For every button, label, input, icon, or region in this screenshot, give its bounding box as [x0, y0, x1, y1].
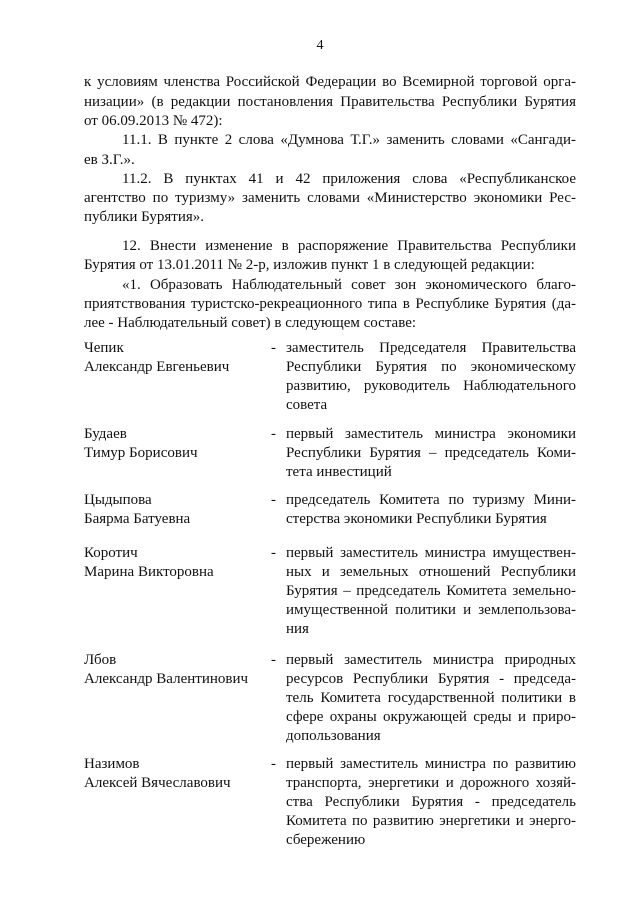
member-surname: Чепик — [84, 340, 124, 356]
member-role-line: тель Комитета государственной политики в — [286, 690, 576, 706]
member-role-line: первый заместитель министра экономики — [286, 426, 576, 442]
member-given-name: Баярма Батуевна — [84, 511, 191, 527]
item-12-line-1: 12. Внести изменение в распоряжение Правительства Республики — [122, 238, 576, 254]
member-surname: Лбов — [84, 652, 117, 668]
member-role-line: сбережению — [286, 832, 366, 848]
member-role-line: Республики Бурятия – председатель Коми- — [286, 445, 576, 461]
member-role-line: председатель Комитета по туризму Мини- — [286, 492, 576, 508]
item-11-1-line-2: ев З.Г.». — [84, 152, 135, 168]
member-role-line: имущественной политики и землепользова- — [286, 602, 576, 618]
member-surname: Коротич — [84, 545, 138, 561]
member-surname: Будаев — [84, 426, 127, 442]
item-12-line-5: лее - Наблюдательный совет) в следующем составе: — [84, 315, 417, 331]
page-number: 4 — [316, 38, 324, 53]
member-role-line: тета инвестиций — [286, 464, 392, 480]
item-11-2-line-2: агентство по туризму» заменить словами «Министерство экономики Рес- — [84, 190, 576, 206]
intro-line-1: к условиям членства Российской Федерации во Всемирной торговой орга- — [84, 74, 576, 90]
item-11-2-line-3: публики Бурятия». — [84, 209, 205, 225]
member-role-line: первый заместитель министра по развитию — [286, 756, 576, 772]
member-dash: - — [271, 756, 276, 772]
item-12-line-4: приятствования туристско-рекреационного типа в Республике Бурятия (да- — [84, 296, 576, 312]
member-surname: Цыдыпова — [84, 492, 152, 508]
member-dash: - — [271, 652, 276, 668]
member-role-line: заместитель Председателя Правительства — [286, 340, 576, 356]
member-surname: Назимов — [84, 756, 140, 772]
intro-line-2: низации» (в редакции постановления Правительства Республики Бурятия — [84, 94, 576, 110]
member-role-line: ства Республики Бурятия - председатель — [286, 794, 576, 810]
member-role-line: ресурсов Республики Бурятия - председа- — [286, 671, 576, 687]
item-12-line-2: Бурятия от 13.01.2011 № 2-р, изложив пункт 1 в следующей редакции: — [84, 257, 535, 273]
member-role-line: стерства экономики Республики Бурятия — [286, 511, 547, 527]
member-dash: - — [271, 426, 276, 442]
member-role-line: Бурятия – председатель Комитета земельно- — [286, 583, 576, 599]
member-role-line: ния — [286, 621, 309, 637]
member-given-name: Александр Валентинович — [84, 671, 249, 687]
item-11-2-line-1: 11.2. В пунктах 41 и 42 приложения слова «Республиканское — [122, 171, 576, 187]
item-12-line-3: «1. Образовать Наблюдательный совет зон экономического благо- — [122, 277, 576, 293]
member-role-line: Республики Бурятия по экономическому — [286, 359, 576, 375]
member-role-line: допользования — [286, 728, 381, 744]
member-dash: - — [271, 492, 276, 508]
member-given-name: Марина Викторовна — [84, 564, 214, 580]
member-dash: - — [271, 340, 276, 356]
member-given-name: Александр Евгеньевич — [84, 359, 230, 375]
member-role-line: совета — [286, 397, 328, 413]
member-dash: - — [271, 545, 276, 561]
member-given-name: Алексей Вячеславович — [84, 775, 231, 791]
member-role-line: транспорта, энергетики и дорожного хозяй- — [286, 775, 576, 791]
member-given-name: Тимур Борисович — [84, 445, 198, 461]
member-role-line: первый заместитель министра имуществен- — [286, 545, 576, 561]
member-role-line: ных и земельных отношений Республики — [286, 564, 576, 580]
member-role-line: сфере охраны окружающей среды и приро- — [286, 709, 576, 725]
member-role-line: развитию, руководитель Наблюдательного — [286, 378, 576, 394]
intro-line-3: от 06.09.2013 № 472): — [84, 113, 223, 129]
item-11-1-line-1: 11.1. В пункте 2 слова «Думнова Т.Г.» заменить словами «Сангади- — [122, 132, 576, 148]
member-role-line: Комитета по развитию энергетики и энерго- — [286, 813, 576, 829]
member-role-line: первый заместитель министра природных — [286, 652, 576, 668]
